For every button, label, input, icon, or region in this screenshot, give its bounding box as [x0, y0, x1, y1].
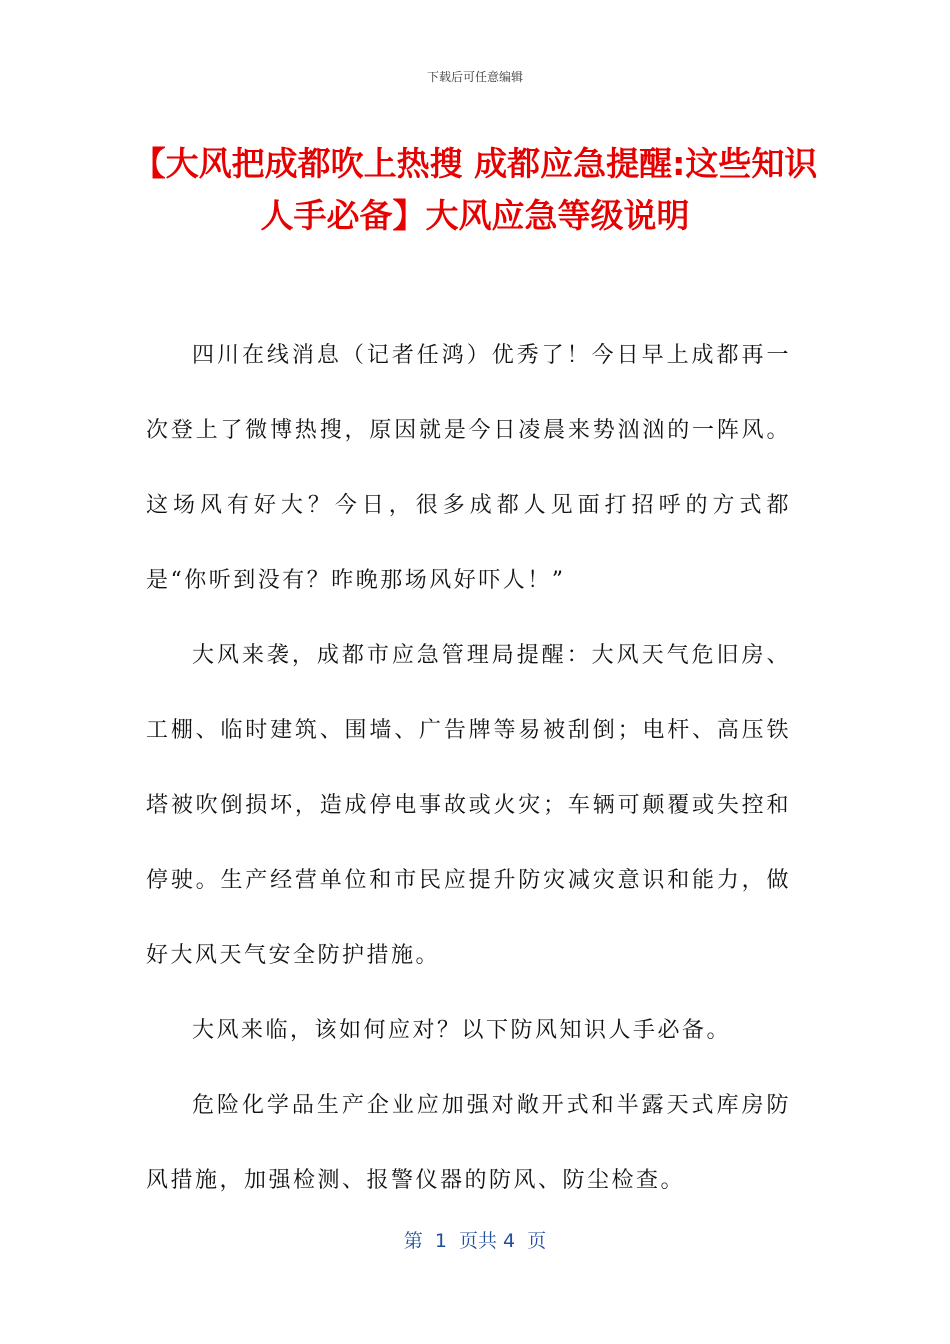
page-header-note: 下载后可任意编辑: [426, 70, 523, 84]
paragraph-4: 危险化学品生产企业应加强对敞开式和半露天式库房防风措施，加强检测、报警仪器的防风、防尘检查。: [146, 1093, 791, 1193]
document-title: 【大风把成都吹上热搜 成都应急提醒:这些知识人手必备】大风应急等级说明: [132, 144, 818, 235]
paragraph-2: 大风来袭，成都市应急管理局提醒：大风天气危旧房、工棚、临时建筑、围墙、广告牌等易被刮倒；电杆、高压铁塔被吹倒损坏，造成停电事故或火灾；车辆可颠覆或失控和停驶。生产经营单位和市民应提升防灾减灾意识和能力，做好大风天气安全防护措施。: [146, 643, 791, 968]
document-body: [146, 318, 791, 1218]
paragraph-1: 四川在线消息（记者任鸿）优秀了！今日早上成都再一次登上了微博热搜，原因就是今日凌晨来势汹汹的一阵风。这场风有好大？今日，很多成都人见面打招呼的方式都是“你听到没有？昨晚那场风好吓人！”: [146, 343, 791, 593]
paragraph-3: 大风来临，该如何应对？以下防风知识人手必备。: [192, 1018, 732, 1043]
page-footer-number: 第 1 页共 4 页: [403, 1230, 547, 1252]
